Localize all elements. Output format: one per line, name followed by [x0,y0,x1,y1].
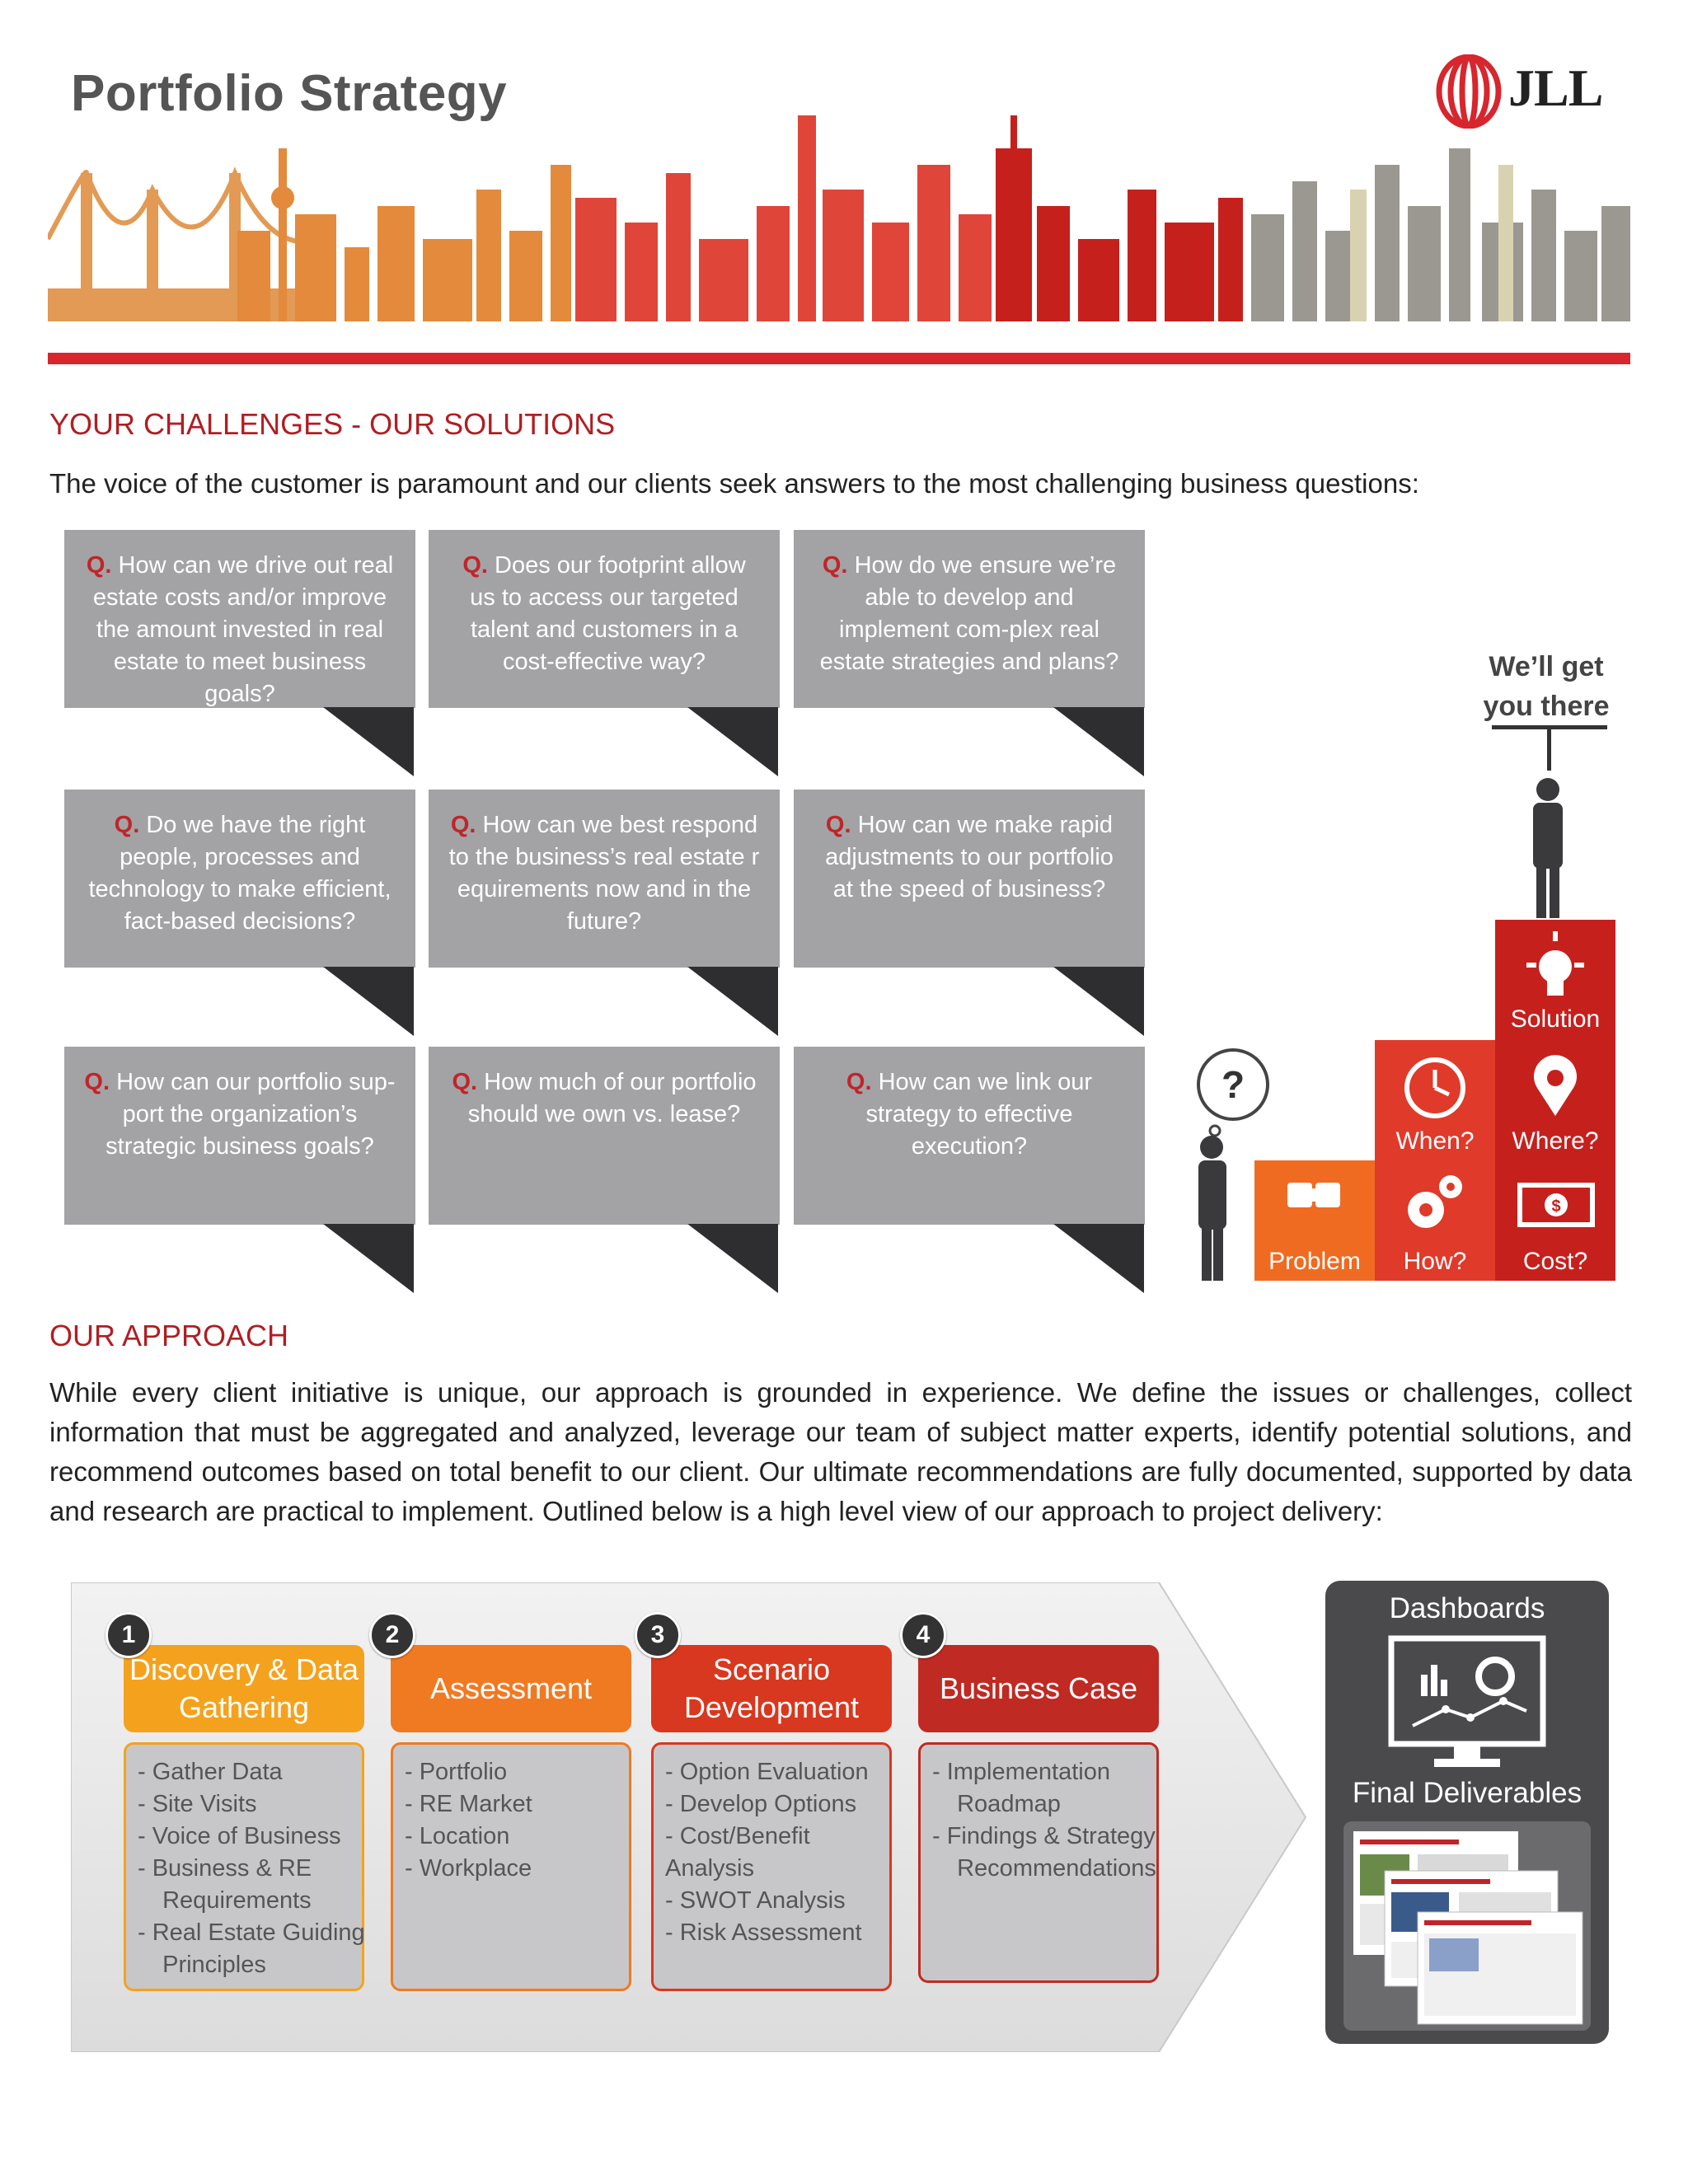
question-text: How much of our portfolio should we own vs. lease? [467,1069,757,1127]
question-text: How can we link our strategy to effective execution? [865,1069,1093,1160]
question-card-7 [64,1047,415,1225]
step-2-number-badge: 2 [369,1612,415,1658]
step-item: - RE Market [405,1791,532,1817]
card-fold-shadow [687,967,778,1036]
card-fold-shadow [1053,707,1144,776]
dashboards-label: Dashboards [1389,1592,1545,1624]
problem-label: Problem [1268,1248,1361,1275]
report-pages-icon [1343,1821,1591,2031]
question-text: How do we ensure we’re able to develop and implement com-plex real estate strategies and plans? [819,552,1119,675]
question-marker: Q. [86,552,112,579]
step-item: - Develop Options [665,1791,857,1817]
step-item: - Gather Data [138,1759,283,1785]
step-item: Principles [149,1952,266,1978]
solution-label: Solution [1510,1005,1601,1033]
question-text: Does our footprint allow us to access our targeted talent and customers in a cost-effective way? [470,552,746,675]
step-3-number-badge: 3 [635,1612,681,1658]
step-3-header [651,1645,892,1732]
page-title: Portfolio Strategy [71,65,508,122]
approach-intro: While every client initiative is unique, our approach is grounded in experience. We define the issues or challenges, collect information that must be aggregated and analyzed, leverage our team of subject matter experts, identify potential solutions, and recommend outcomes based on total benefit to our client. Our ultimate recommendations are fully documented, supported by data and research are practical to implement. Outlined below is a high level view of our approach to project delivery: [49,1377,1632,1526]
staircase-illustration [1187,643,1632,1302]
step-item: Recommendations [944,1855,1156,1882]
question-marker: Q. [462,552,488,579]
step-1-number-badge: 1 [106,1612,152,1658]
question-card-1 [64,530,415,708]
question-bubble-icon [1198,1050,1268,1136]
deliverable-documents [1343,1821,1591,2031]
sign-post [1547,729,1551,771]
step-title: Scenario Development [683,1652,860,1724]
step-item: - Business & RE [138,1855,312,1882]
question-text: How can we best respond to the business’s real estate r equirements now and in the future? [448,812,760,935]
question-marker: Q. [846,1069,872,1095]
challenges-intro: The voice of the customer is paramount and our clients seek answers to the most challenging business questions: [49,468,1419,499]
step-item: - Real Estate Guiding [138,1919,365,1946]
question-text: How can our portfolio sup-port the organization’s strategic business goals? [106,1069,396,1160]
card-fold-shadow [687,1224,778,1293]
svg-text:$: $ [1551,1197,1561,1216]
card-fold-shadow [323,1224,414,1293]
step-4-number-badge: 4 [900,1612,946,1658]
question-marker: Q. [452,1069,478,1095]
step-title: Discovery & Data Gathering [129,1652,359,1724]
tagline-line2: you there [1483,691,1610,722]
approach-section-title: OUR APPROACH [49,1319,289,1352]
step-item: Analysis [665,1855,754,1882]
question-marker: Q. [114,812,140,838]
card-fold-shadow [1053,967,1144,1036]
logo-text: JLL [1508,59,1603,117]
step-item: - Cost/Benefit [665,1823,810,1849]
question-marker: Q. [84,1069,110,1095]
cost-label: Cost? [1522,1248,1588,1275]
step-2-body [391,1742,631,1991]
step-item: - SWOT Analysis [665,1887,846,1914]
dashboard-monitor-icon [1388,1635,1546,1774]
standing-man-icon [1533,778,1563,918]
how-label: How? [1403,1248,1467,1275]
step-item: - Risk Assessment [665,1919,862,1946]
question-text: How can we make rapid adjustments to our portfolio at the speed of business? [825,812,1114,902]
question-card-9 [794,1047,1145,1225]
step-item: - Location [405,1823,510,1849]
step-1-body [124,1742,364,1991]
card-fold-shadow [323,967,414,1036]
sign-bar [1492,725,1607,729]
step-item: - Portfolio [405,1759,508,1785]
step-item: Requirements [149,1887,312,1914]
final-deliverables-label: Final Deliverables [1352,1777,1582,1809]
step-item: - Findings & Strategy [932,1823,1156,1849]
card-fold-shadow [687,707,778,776]
challenges-section-title: YOUR CHALLENGES - OUR SOLUTIONS [49,407,616,441]
step-item: - Implementation [932,1759,1110,1785]
question-card-4 [64,790,415,968]
card-fold-shadow [323,707,414,776]
question-card-5 [429,790,780,968]
when-label: When? [1395,1127,1475,1155]
step-4-body [918,1742,1159,1983]
step-4-header [918,1645,1159,1732]
thinking-man-icon [1198,1136,1226,1281]
where-label: Where? [1512,1127,1599,1155]
step-1-header [124,1645,364,1732]
city-skyline-banner [48,115,1630,371]
question-card-2 [429,530,780,708]
step-3-body [651,1742,892,1991]
step-title: Business Case [939,1671,1138,1705]
question-text: Do we have the right people, processes and technology to make efficient, fact-based decisions? [88,812,392,935]
question-text: How can we drive out real estate costs and/or improve the amount invested in real estate to meet business goals? [92,552,394,707]
question-card-3 [794,530,1145,708]
question-card-6 [794,790,1145,968]
deliverables-panel [1325,1581,1609,2044]
step-item: - Site Visits [138,1791,257,1817]
step-item: - Workplace [405,1855,532,1882]
step-title: Assessment [429,1671,593,1705]
question-marker: Q. [822,552,848,579]
step-item: - Option Evaluation [665,1759,869,1785]
step-2-header [391,1645,631,1732]
tagline-line1: We’ll get [1489,651,1604,682]
step-item: - Voice of Business [138,1823,341,1849]
question-marker: Q. [450,812,476,838]
step-item: Roadmap [944,1791,1061,1817]
question-marker: Q. [825,812,851,838]
card-fold-shadow [1053,1224,1144,1293]
question-card-8 [429,1047,780,1225]
svg-text:?: ? [1221,1063,1245,1106]
